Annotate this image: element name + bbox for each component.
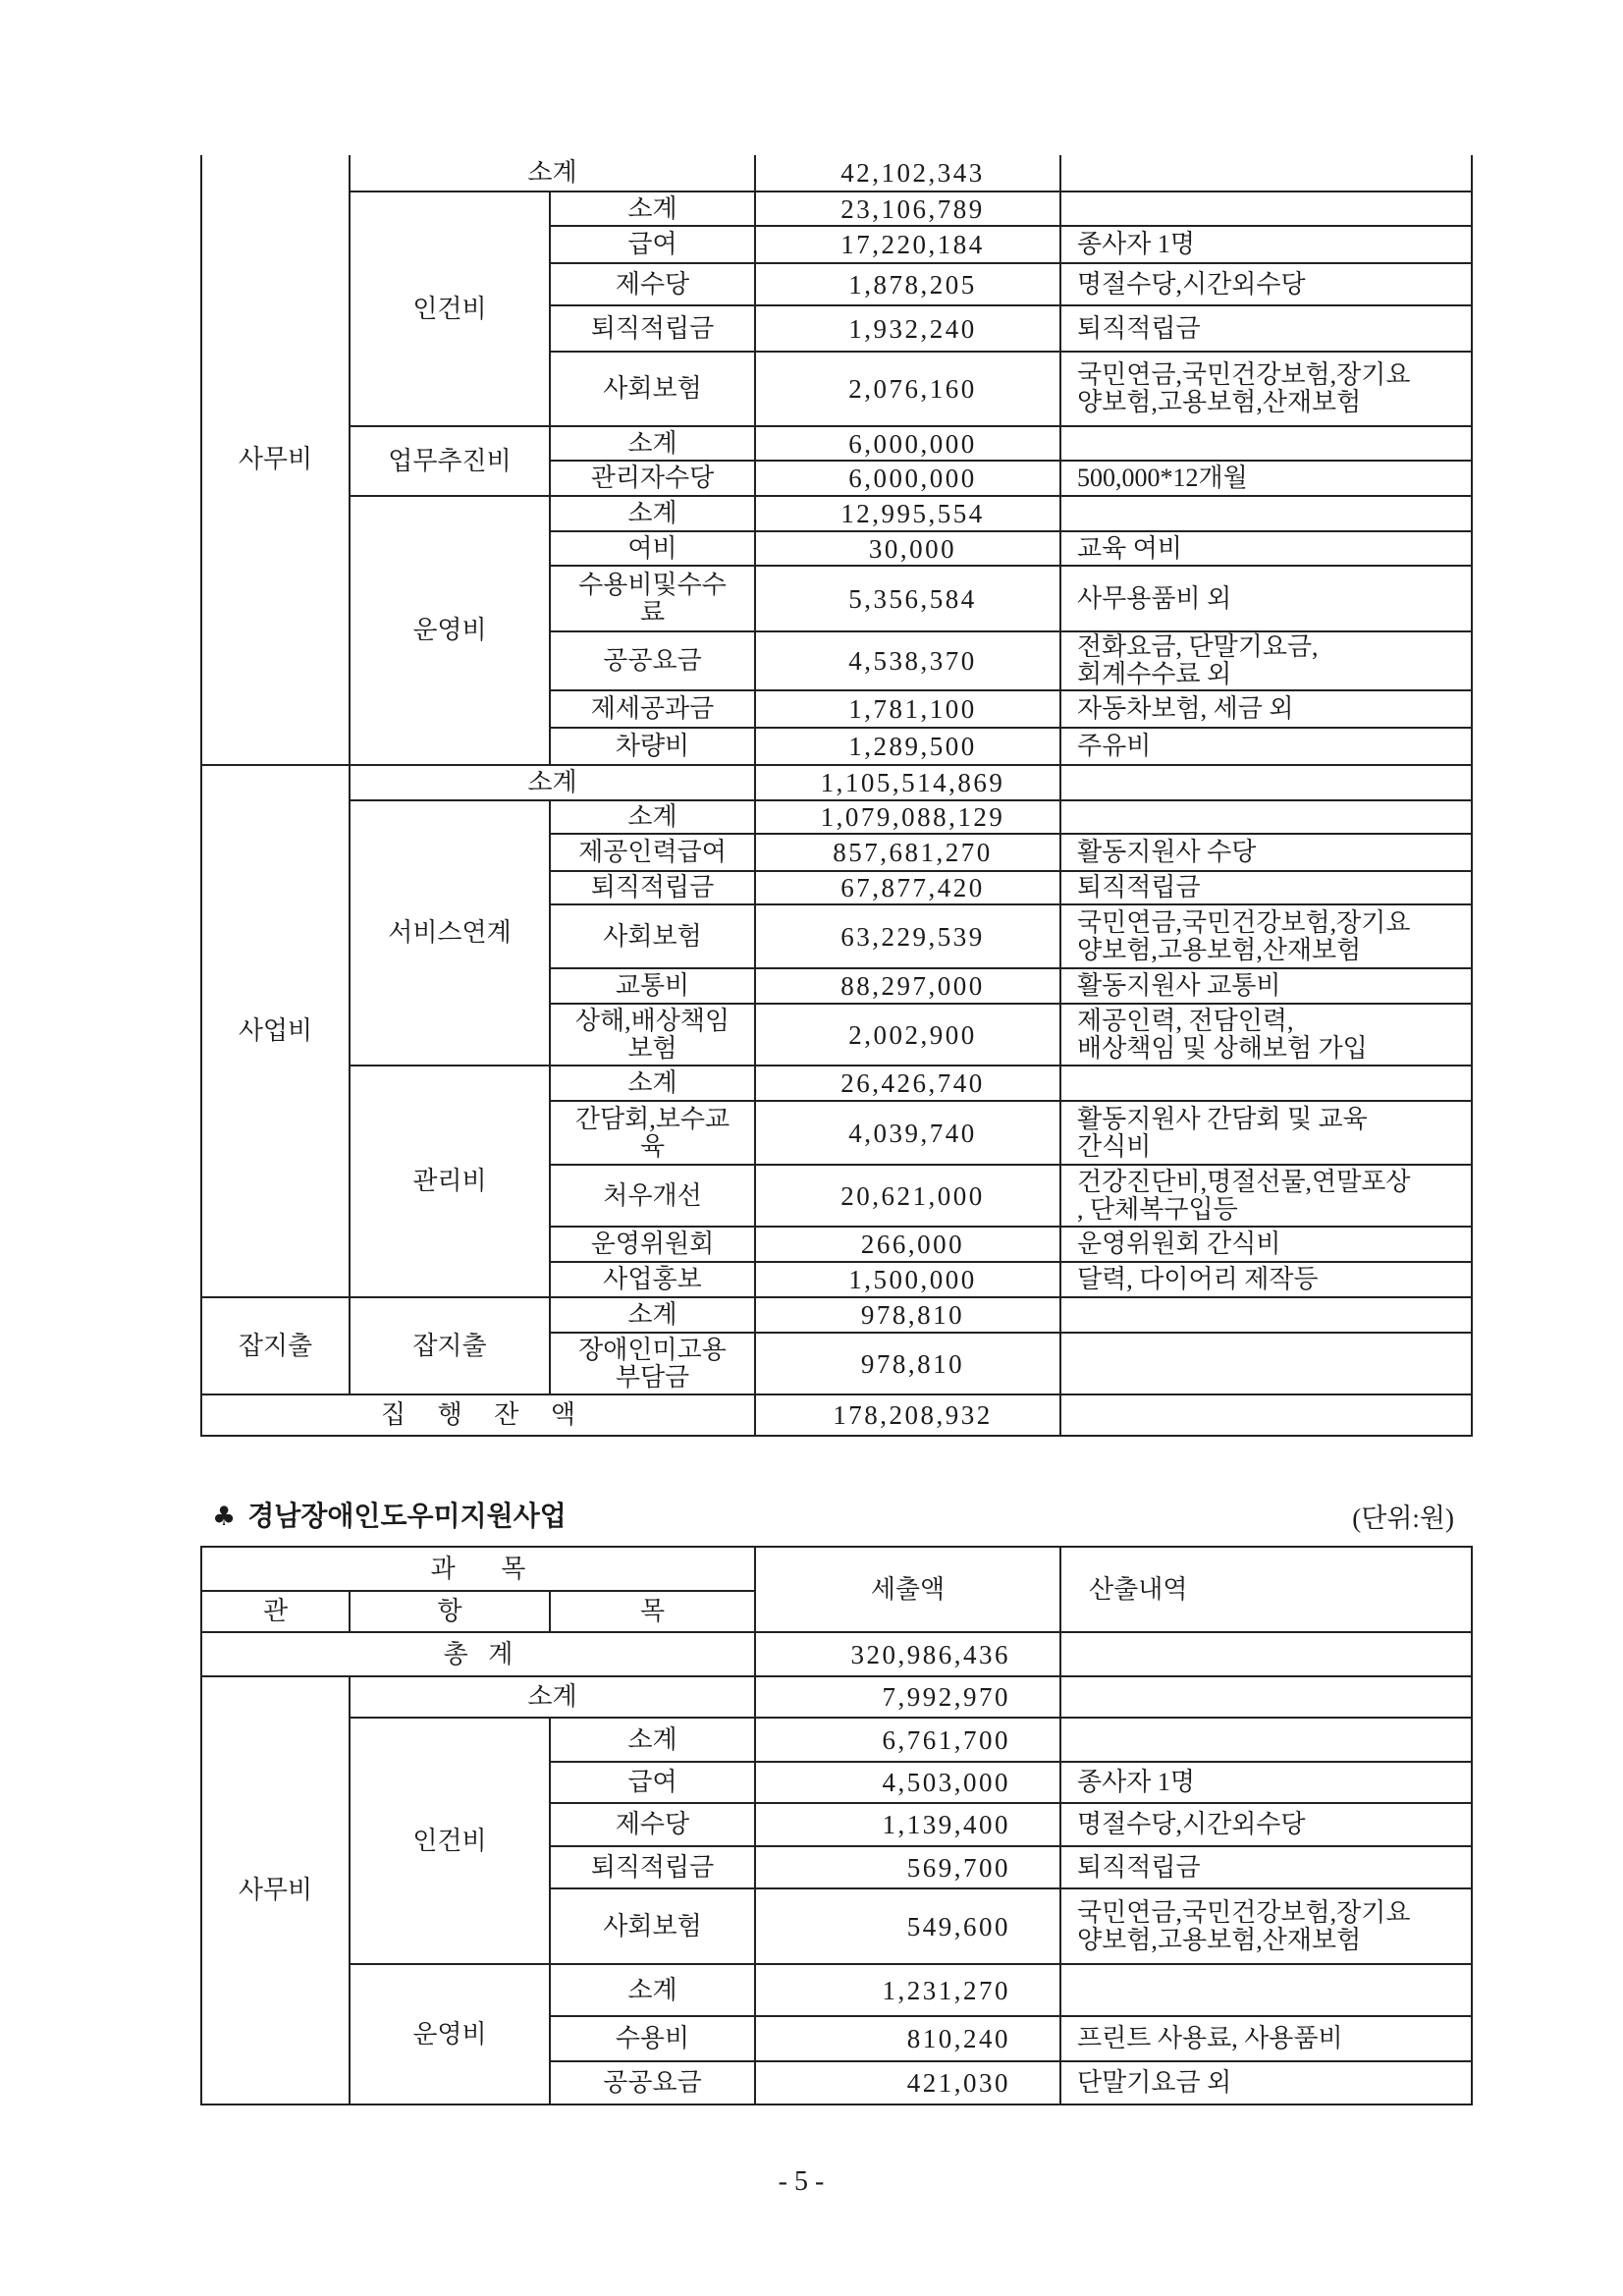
item-cell: 차량비	[550, 728, 755, 765]
amount-cell: 569,700	[755, 1846, 1060, 1888]
amount-cell: 810,240	[755, 2016, 1060, 2061]
item-cell: 수용비	[550, 2016, 755, 2061]
table-row	[201, 1676, 1472, 1718]
amount-cell: 6,761,700	[755, 1718, 1060, 1762]
amount-cell: 17,220,184	[755, 226, 1060, 263]
amount-cell: 857,681,270	[755, 834, 1060, 871]
balance-amount: 178,208,932	[755, 1394, 1060, 1436]
note-cell: 국민연금,국민건강보험,장기요 양보험,고용보험,산재보험	[1060, 904, 1472, 968]
note-cell	[1060, 1333, 1472, 1394]
note-cell: 국민연금,국민건강보험,장기요 양보험,고용보험,산재보험	[1060, 352, 1472, 426]
item-cell: 퇴직적립금	[550, 1846, 755, 1888]
item-cell: 소계	[550, 1964, 755, 2016]
table-row	[201, 1964, 1472, 2016]
item-cell: 공공요금	[550, 631, 755, 690]
item-cell: 처우개선	[550, 1165, 755, 1227]
hang-cell: 잡지출	[350, 1297, 550, 1394]
note-cell	[1060, 1394, 1472, 1436]
hang-cell: 서비스연계	[350, 800, 550, 1066]
item-cell: 관리자수당	[550, 461, 755, 496]
gwan-cell: 사무비	[201, 155, 350, 765]
header-amount: 세출액	[755, 1547, 1060, 1632]
header-note: 산출내역	[1060, 1547, 1472, 1632]
note-cell: 교육 여비	[1060, 531, 1472, 566]
amount-cell: 67,877,420	[755, 871, 1060, 904]
note-cell: 주유비	[1060, 728, 1472, 765]
note-cell: 종사자 1명	[1060, 1762, 1472, 1803]
amount-cell: 1,781,100	[755, 690, 1060, 728]
amount-cell: 88,297,000	[755, 968, 1060, 1004]
amount-cell: 42,102,343	[755, 155, 1060, 191]
item-cell: 여비	[550, 531, 755, 566]
note-cell	[1060, 1066, 1472, 1101]
note-cell	[1060, 1632, 1472, 1676]
hang-cell: 운영비	[350, 496, 550, 765]
amount-cell: 4,039,740	[755, 1101, 1060, 1165]
amount-cell: 30,000	[755, 531, 1060, 566]
hang-cell: 운영비	[350, 1964, 550, 2105]
amount-cell: 2,002,900	[755, 1004, 1060, 1066]
item-cell: 퇴직적립금	[550, 305, 755, 352]
item-cell: 제수당	[550, 263, 755, 305]
club-icon	[212, 1502, 236, 1532]
item-cell: 운영위원회	[550, 1227, 755, 1262]
amount-cell: 63,229,539	[755, 904, 1060, 968]
table-row	[201, 155, 1472, 191]
gwan-cell: 사무비	[201, 1676, 350, 2105]
amount-cell: 1,231,270	[755, 1964, 1060, 2016]
item-cell: 교통비	[550, 968, 755, 1004]
item-cell: 제세공과금	[550, 690, 755, 728]
item-cell: 간담회,보수교 육	[550, 1101, 755, 1165]
note-cell	[1060, 426, 1472, 461]
item-cell: 급여	[550, 226, 755, 263]
hang-cell: 업무추진비	[350, 426, 550, 496]
amount-cell: 20,621,000	[755, 1165, 1060, 1227]
balance-label: 집 행 잔 액	[201, 1394, 755, 1436]
note-cell: 퇴직적립금	[1060, 871, 1472, 904]
amount-cell: 4,503,000	[755, 1762, 1060, 1803]
note-cell: 사무용품비 외	[1060, 566, 1472, 631]
amount-cell: 978,810	[755, 1297, 1060, 1333]
note-cell	[1060, 1718, 1472, 1762]
budget-table	[200, 1546, 1473, 2105]
note-cell	[1060, 800, 1472, 834]
note-cell: 500,000*12개월	[1060, 461, 1472, 496]
note-cell: 프린트 사용료, 사용품비	[1060, 2016, 1472, 2061]
amount-cell: 1,289,500	[755, 728, 1060, 765]
item-cell: 공공요금	[550, 2061, 755, 2105]
item-cell: 소계	[550, 496, 755, 531]
note-cell: 명절수당,시간외수당	[1060, 263, 1472, 305]
amount-cell: 2,076,160	[755, 352, 1060, 426]
item-cell: 제수당	[550, 1803, 755, 1846]
header-row	[201, 1547, 1472, 1591]
note-cell: 명절수당,시간외수당	[1060, 1803, 1472, 1846]
note-cell: 제공인력, 전담인력, 배상책임 및 상해보험 가입	[1060, 1004, 1472, 1066]
amount-cell: 12,995,554	[755, 496, 1060, 531]
item-cell: 소계	[550, 800, 755, 834]
total-amount: 320,986,436	[755, 1632, 1060, 1676]
amount-cell: 23,106,789	[755, 191, 1060, 226]
note-cell	[1060, 765, 1472, 800]
note-cell: 종사자 1명	[1060, 226, 1472, 263]
note-cell: 운영위원회 간식비	[1060, 1227, 1472, 1262]
budget-table-continued	[200, 155, 1473, 1437]
gwan-cell: 사업비	[201, 765, 350, 1297]
note-cell: 활동지원사 수당	[1060, 834, 1472, 871]
amount-cell: 421,030	[755, 2061, 1060, 2105]
amount-cell: 1,878,205	[755, 263, 1060, 305]
hang-cell: 인건비	[350, 1718, 550, 1964]
item-cell: 소계	[550, 1066, 755, 1101]
amount-cell: 1,139,400	[755, 1803, 1060, 1846]
table-row	[201, 1718, 1472, 1762]
item-cell: 퇴직적립금	[550, 871, 755, 904]
note-cell: 퇴직적립금	[1060, 305, 1472, 352]
note-cell: 활동지원사 교통비	[1060, 968, 1472, 1004]
note-cell	[1060, 496, 1472, 531]
amount-cell: 6,000,000	[755, 426, 1060, 461]
unit-label: (단위:원)	[1352, 1503, 1454, 1533]
item-cell: 수용비및수수 료	[550, 566, 755, 631]
item-cell: 사업홍보	[550, 1262, 755, 1297]
note-cell	[1060, 1964, 1472, 2016]
note-cell: 건강진단비,명절선물,연말포상 , 단체복구입등	[1060, 1165, 1472, 1227]
note-cell: 달력, 다이어리 제작등	[1060, 1262, 1472, 1297]
item-cell: 장애인미고용 부담금	[550, 1333, 755, 1394]
header-hang: 항	[350, 1591, 550, 1632]
note-cell	[1060, 1676, 1472, 1718]
header-mok: 목	[550, 1591, 755, 1632]
header-gwan: 관	[201, 1591, 350, 1632]
item-cell: 소계	[550, 191, 755, 226]
gwan-cell: 잡지출	[201, 1297, 350, 1394]
note-cell: 전화요금, 단말기요금, 회계수수료 외	[1060, 631, 1472, 690]
section-title-text: 경남장애인도우미지원사업	[247, 1502, 567, 1532]
amount-cell: 7,992,970	[755, 1676, 1060, 1718]
amount-cell: 4,538,370	[755, 631, 1060, 690]
total-row	[201, 1632, 1472, 1676]
item-cell: 사회보험	[550, 352, 755, 426]
hang-cell: 관리비	[350, 1066, 550, 1297]
item-cell: 소계	[550, 1297, 755, 1333]
note-cell	[1060, 1297, 1472, 1333]
item-cell: 소계	[350, 155, 755, 191]
amount-cell: 26,426,740	[755, 1066, 1060, 1101]
item-cell: 소계	[350, 1676, 755, 1718]
total-label: 총 계	[201, 1632, 755, 1676]
balance-row	[201, 1394, 1472, 1436]
amount-cell: 978,810	[755, 1333, 1060, 1394]
note-cell: 단말기요금 외	[1060, 2061, 1472, 2105]
item-cell: 급여	[550, 1762, 755, 1803]
amount-cell: 6,000,000	[755, 461, 1060, 496]
page-number: - 5 -	[778, 2166, 825, 2197]
note-cell: 퇴직적립금	[1060, 1846, 1472, 1888]
item-cell: 소계	[550, 1718, 755, 1762]
item-cell: 사회보험	[550, 1888, 755, 1964]
amount-cell: 266,000	[755, 1227, 1060, 1262]
note-cell: 국민연금,국민건강보험,장기요 양보험,고용보험,산재보험	[1060, 1888, 1472, 1964]
table-row	[201, 426, 1472, 461]
item-cell: 사회보험	[550, 904, 755, 968]
item-cell: 소계	[350, 765, 755, 800]
item-cell: 소계	[550, 426, 755, 461]
hang-cell: 인건비	[350, 191, 550, 426]
table-row	[201, 765, 1472, 800]
note-cell	[1060, 191, 1472, 226]
item-cell: 제공인력급여	[550, 834, 755, 871]
amount-cell: 1,932,240	[755, 305, 1060, 352]
table-row	[201, 1297, 1472, 1333]
table-row	[201, 191, 1472, 226]
amount-cell: 5,356,584	[755, 566, 1060, 631]
amount-cell: 1,079,088,129	[755, 800, 1060, 834]
header-subject: 과 목	[201, 1547, 755, 1591]
amount-cell: 1,500,000	[755, 1262, 1060, 1297]
section-title	[212, 1495, 567, 1534]
item-cell: 상해,배상책임 보험	[550, 1004, 755, 1066]
note-cell	[1060, 155, 1472, 191]
note-cell: 활동지원사 간담회 및 교육 간식비	[1060, 1101, 1472, 1165]
table-row	[201, 496, 1472, 531]
table-row	[201, 800, 1472, 834]
note-cell: 자동차보험, 세금 외	[1060, 690, 1472, 728]
amount-cell: 1,105,514,869	[755, 765, 1060, 800]
amount-cell: 549,600	[755, 1888, 1060, 1964]
table-row	[201, 1066, 1472, 1101]
